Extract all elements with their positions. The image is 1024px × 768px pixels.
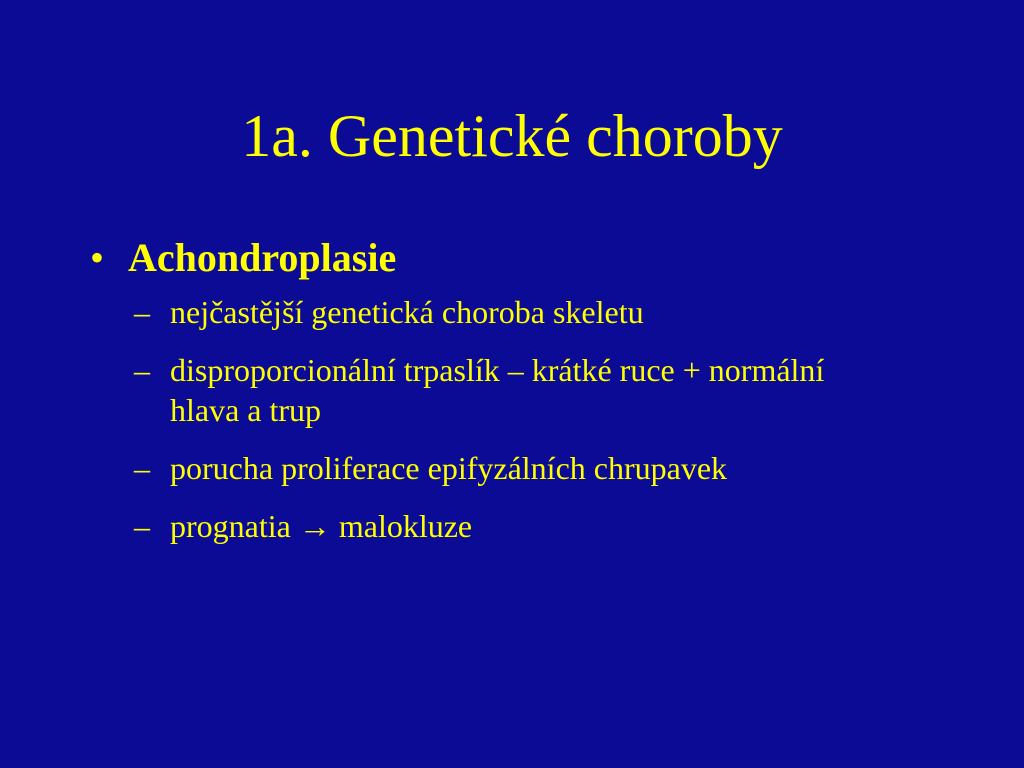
sub-bullet-text: nejčastější genetická choroba skeletu [170, 294, 644, 330]
sub-bullet-text: prognatia → malokluze [170, 508, 473, 544]
dash-marker: – [134, 294, 150, 330]
bullet-marker: • [90, 235, 105, 280]
sub-bullet-item [134, 448, 850, 488]
sub-bullet-item [134, 350, 850, 430]
slide-title: 1a. Genetické choroby [241, 103, 783, 169]
dash-marker: – [134, 508, 150, 544]
sub-bullet-item [134, 506, 850, 546]
sub-bullet-text: disproporcionální trpaslík – krátké ruce + normální hlava a trup [170, 352, 825, 428]
sub-bullet-list [90, 292, 950, 546]
dash-marker: – [134, 450, 150, 486]
bullet-item-achondroplasie [90, 230, 950, 286]
slide-content [90, 230, 950, 564]
sub-bullet-item [134, 292, 850, 332]
dash-marker: – [134, 352, 150, 388]
bullet-text: Achondroplasie [128, 235, 397, 280]
sub-bullet-text: porucha proliferace epifyzálních chrupavek [170, 450, 728, 486]
